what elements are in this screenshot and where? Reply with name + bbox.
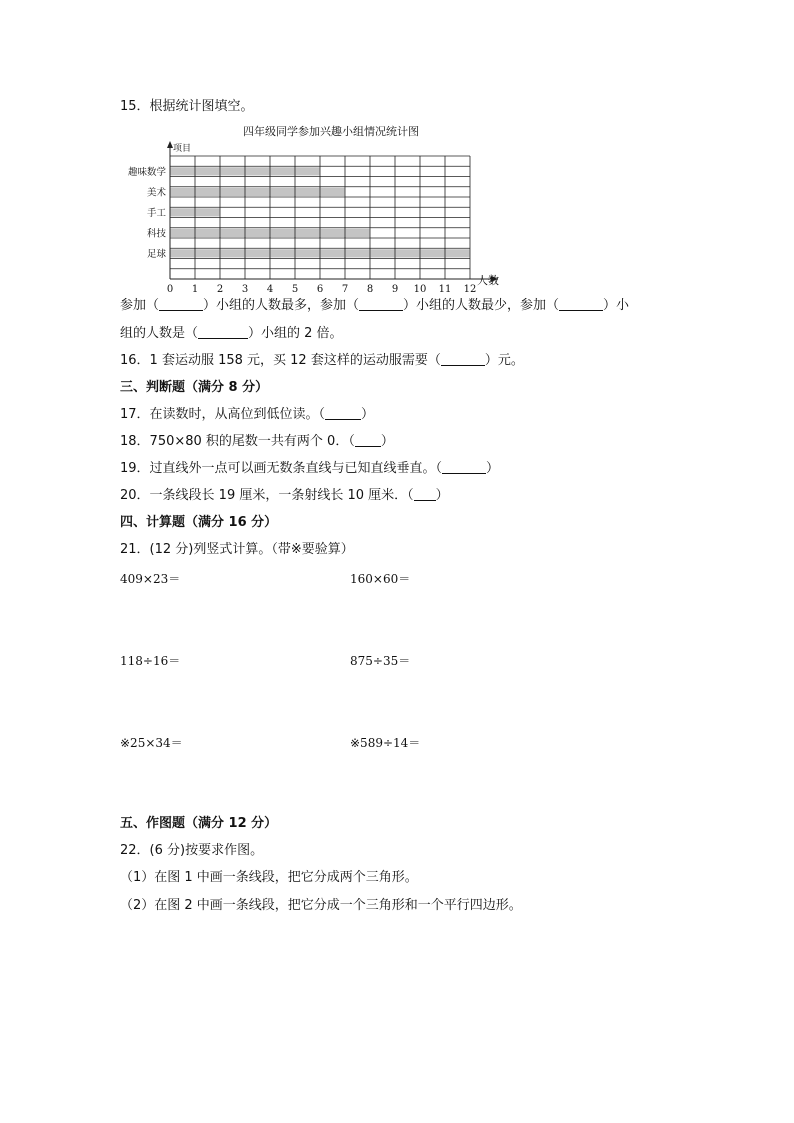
answer-blank-q19[interactable] (442, 460, 486, 474)
answer-blank-q16[interactable] (441, 352, 485, 366)
q17-text-2: ） (361, 407, 375, 422)
x-tick-label-0: 0 (166, 284, 174, 295)
question-20 (120, 487, 449, 505)
x-tick-label-8: 8 (366, 284, 374, 295)
answer-blank-q20[interactable] (414, 487, 436, 501)
answer-blank-least[interactable] (359, 297, 403, 311)
chart-x-tick-labels (167, 284, 477, 295)
q19-text-1: 19．过直线外一点可以画无数条直线与已知直线垂直。（ (120, 461, 443, 476)
x-tick-label-10: 10 (413, 284, 427, 295)
chart-title: 四年级同学参加兴趣小组情况统计图 (243, 125, 419, 138)
category-label-4: 足球 (146, 249, 166, 260)
question-19 (120, 460, 499, 478)
q15-text-2: ）小组的人数最多，参加（ (203, 298, 360, 313)
q17-text-1: 17．在读数时，从高位到低位读。（ (120, 407, 326, 422)
q19-text-2: ） (486, 461, 500, 476)
category-label-0: 趣味数学 (127, 167, 166, 178)
calc-item-3: 118÷16＝ (120, 654, 181, 668)
x-tick-label-9: 9 (391, 284, 399, 295)
question-15-line-1 (120, 297, 629, 315)
q15-text-1: 参加（ (120, 298, 160, 313)
section-4-heading: 四、计算题（满分 16 分） (120, 515, 278, 530)
x-tick-label-12: 12 (463, 284, 477, 295)
chart-y-axis-label: 项目 (173, 144, 192, 154)
x-tick-label-2: 2 (216, 284, 224, 295)
question-22-part-1: （1）在图 1 中画一条线段，把它分成两个三角形。 (120, 870, 418, 885)
answer-blank-q18[interactable] (355, 433, 381, 447)
q20-text-2: ） (435, 488, 449, 503)
question-15-title: 15．根据统计图填空。 (120, 99, 254, 114)
x-tick-label-3: 3 (241, 284, 249, 295)
category-label-3: 科技 (146, 228, 166, 240)
calc-item-6: ※589÷14＝ (350, 736, 421, 750)
interest-group-bar-chart (115, 120, 515, 295)
q15-text-5: 组的人数是（ (120, 326, 199, 341)
x-tick-label-4: 4 (266, 284, 274, 295)
answer-blank-double-a[interactable] (559, 297, 603, 311)
section-5-heading: 五、作图题（满分 12 分） (120, 816, 278, 831)
q15-text-3: ）小组的人数最少，参加（ (403, 298, 560, 313)
answer-blank-double-b[interactable] (198, 325, 248, 339)
q15-text-4: ）小 (603, 298, 630, 313)
calc-item-4: 875÷35＝ (350, 654, 411, 668)
question-16 (120, 352, 524, 370)
chart-x-axis-label: 人数 (477, 274, 499, 287)
question-17 (120, 406, 374, 424)
section-3-heading: 三、判断题（满分 8 分） (120, 380, 269, 395)
q16-text-2: ）元。 (484, 353, 524, 368)
answer-blank-q17[interactable] (325, 406, 361, 420)
x-tick-label-1: 1 (191, 284, 199, 295)
bar-1 (171, 188, 345, 196)
question-21-title: 21．(12 分)列竖式计算。（带※要验算） (120, 542, 354, 557)
x-tick-label-5: 5 (291, 284, 299, 295)
q16-text-1: 16．1 套运动服 158 元，买 12 套这样的运动服需要（ (120, 353, 441, 368)
question-22-title: 22．(6 分)按要求作图。 (120, 843, 264, 858)
q15-text-6: ）小组的 2 倍。 (248, 326, 343, 341)
answer-blank-most[interactable] (159, 297, 203, 311)
q18-text-2: ） (380, 434, 394, 449)
x-tick-label-7: 7 (341, 284, 349, 295)
category-label-1: 美术 (146, 187, 166, 199)
q18-text-1: 18．750×80 积的尾数一共有两个 0．（ (120, 434, 355, 449)
category-label-2: 手工 (146, 208, 166, 219)
x-tick-label-11: 11 (438, 284, 452, 295)
question-15-line-2 (120, 325, 343, 343)
q20-text-1: 20．一条线段长 19 厘米，一条射线长 10 厘米．（ (120, 488, 414, 503)
chart-category-labels (128, 166, 167, 260)
question-18 (120, 433, 394, 451)
calc-item-2: 160×60＝ (350, 572, 411, 586)
calc-item-5: ※25×34＝ (120, 736, 183, 750)
calc-item-1: 409×23＝ (120, 572, 181, 586)
x-tick-label-6: 6 (316, 284, 324, 295)
question-22-part-2: （2）在图 2 中画一条线段，把它分成一个三角形和一个平行四边形。 (120, 898, 522, 913)
